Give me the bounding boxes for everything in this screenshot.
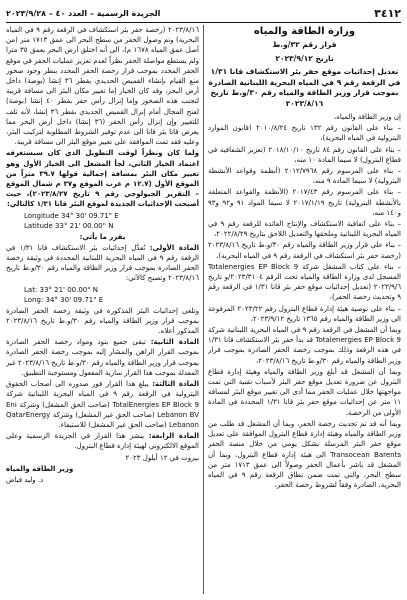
paragraph: – بناء على قرار وزير الطاقة والمياه رقم ٣٠/و.ط تاريخ ٢٠٢٣/٨/١٦ (رخصة حفر بئر استكشاف في الرقعة رقم ٩ في المياه البحرية)،	[208, 241, 401, 260]
paragraph: ولما كان ونظراً لوقت التطويل الذي كان سيستغرقه اعتماد الخيار الثاني، لجأ المشغل الى الخيار الأول وهو تغيير مكان البئر بمسافة إجمالية قولها ٣٩.٧ متراً من الموقع الأول (١٢.٧ م غرب الموقع و٣٧ م شمال الموقع – التقرير الجيولوجي رقم ٩ تاريخ ٢٠٢٣/٨/٢٧)، حيث أصبحت الإحداثيات الجديدة لموقع البئر قانا ١/٣١ كالتالي:	[6, 149, 199, 209]
decision-date: تاريخ ٢٠٢٣/٩/١٢	[275, 53, 334, 63]
coordinate-latitude: Latitude 33° 21' 00.00" N	[24, 222, 114, 231]
article-body: ينشر هذا القرار في الجريدة الرسمية وعلى الموقع الالكتروني لهيئة إدارة قطاع البترول.	[6, 432, 199, 451]
article-2	[6, 337, 199, 378]
paragraph: – بناء على اتفاقية الاستكشاف والإنتاج العائدة للرقعة رقم ٩ في المياه البحرية اللبنانية وملحقها والتعديل اللاحق بتاريخ ٢٠٢٢/٨/٢٩،	[208, 220, 401, 239]
paragraph: – بناء على المرسوم رقم ٢٠١٧/٤٣ (الأنظمة والقواعد المتعلقة بالأنشطة البترولية) تاريخ ٢٠١٧/١/١٩ لا سيما المواد ٩١ و٩٢ و٩٣ و١٤٠ منه،	[208, 188, 401, 217]
header-rule	[6, 22, 401, 23]
column-divider	[203, 25, 204, 594]
journal-issue-line: الجريدة الرسمية – العدد ٤٠ – ٢٠٢٣/٩/٢٨	[6, 8, 161, 18]
article-body: تبقى جميع بنود ومواد رخصة الحفر الصادرة بموجب القرار الراهن والمشار إليه بموجب رخصة الحفر الصادرة بموجب قرار وزير الطاقة والمياه رقم ٣٠/و.ط تاريخ ٢٠٢٣/٨/١٦ غير المعدلة بموجب هذا القرار سارية المفعول ومستوجبة التطبيق.	[6, 338, 199, 377]
paragraph: وبما أن المشغل في الرقعة رقم ٩ في المياه البحرية اللبنانية شركة Totalenergies EP Block 9 قد بدأ حفر بئر الاستكشاف قانا ١/٣١ في هذه الرقعة وذلك بموجب رخصة الحفر الصادرة بموجب قرار وزير الطاقة والمياه رقم ٣٠/و.ط تاريخ ٢٠٢٣/٨/١٦،	[208, 326, 401, 365]
paragraph: وبما أنه قد تم تحديث رخصة الحفر، وبما أن المشغل قد طلب من وزير الطاقة والمياه وهيئة إدارة قطاع البترول الموافقة على تعديل موقع حفر البئر المرسلة بشكل يومي من خلال منصة الحفر Transocean Barents الى هيئة إدارة قطاع البترول، وبما أن المشغل قد باشر بأعمال الحفر وصولاً الى عمق ١٧١٣ متر من سطح البحر، والتي تمت ضمن نطاق الرقعة رقم ٩ في المياه البحرية، الصادرة وفقاً لشروط رخصة الحفر،	[208, 419, 401, 490]
paragraph: – بناء على توصية هيئة إدارة قطاع البترول رقم ٢٠٢٣/٢٢ المرفوعة الى وزير الطاقة والمياه رقم ١٣٦٥ تاريخ ٢٠٢٣/٩/١٢،	[208, 304, 401, 323]
article-heading: المادة الأولى:	[149, 243, 199, 252]
left-column	[6, 25, 199, 596]
decides-heading: يقرر ما يأتي:	[79, 232, 126, 241]
paragraph: ٢٠٢٣/٨/١٦ (رخصة حفر بئر استكشاف في الرقعة رقم ٩ في المياه البحرية) وتم وصول الحفر من سطح البحر الى عمق ١٧١٣ متر (من أصل عمق المياه ١٦٧٨ م)، الى أنه اختلق أرض البحر بعمق ٣٥ مترا ولم يستطع مواصلة الحفر نظراً لعدم تعزيز عمليات الحفر في موقع الحفر المحدد بموجب قرار رخصة الحفر المحدد بنظر وجود صخور منع القيام بإنشاء القميص الحديدي بقطر ٣٦ إنشا (بوصة) داخل أرض البحر، وقد كان الخيار إما تغيير مكان البئر الى مسافة قريبة لتجنب هذه الصخور وإما إنزال رأس حفر بقطر ٤٠ إنشا (بوصة) لفتح المجال أمام إنزال القميص الحديدي بقطر ٣٦ إنشا، لأنه تلف للتغيير وإن إنزال رأس الحفر (٣٦ إنشا) داخل أرض البحر مما يعرض قانا بئر قانا الى عدم توفير الشروط المطلوبة لتركيب البئر، وعليه فقد تمت الموافقة على تغيير موقع البئر الى مسافة قريبة.	[6, 26, 199, 147]
ministry-title: وزارة الطاقة والمياه	[253, 26, 356, 37]
signer-title: وزير الطاقة والمياه	[6, 464, 74, 473]
coordinate-longitude: Longitude 34° 30' 09.71" E	[24, 211, 119, 220]
paragraph: – بناء على القانون رقم ٨٤ تاريخ ٢٠١٨/١٠/١٠ (تعزيز الشفافية في قطاع البترول) لا سيما المادة ١٠ منه،	[208, 145, 401, 164]
right-column	[208, 25, 401, 596]
page-number: ٣٤١٢	[374, 6, 401, 20]
coordinate-lat: Lat: 33° 21' 00.00" N	[24, 285, 98, 294]
article-3	[6, 379, 199, 430]
decision-number: قرار رقم ٣٢/و.ط	[272, 40, 337, 49]
decision-subject: تعديل إحداثيات موقع حفر بئر الاستكشاف قانا ١/٣١ في الرقعة رقم ٩ في المياه البحرية اللبنانية الصادرة بموجب قرار وزير الطاقة والمياه رقم ٣٠/و.ط تاريخ ٢٠٢٣/٨/١٦	[208, 67, 401, 108]
coordinate-long: Long: 34° 30' 09.71" E	[24, 296, 104, 305]
article-heading: المادة الرابعة:	[148, 432, 199, 441]
article-1	[6, 243, 199, 284]
paragraph: – بناء على كتاب المشغل شركة Totalenergies EP Block 9 المسجل لدى وزارة الطاقة والمياه تحت الرقم ٢٠٢٣/٣١٠٤/و تاريخ ٢٠٢٣/٩/٦ (تعديل إحداثيات موقع حفر بئر قانا ١/٣١ في الرقعة رقم ٩ وتحديث رخصة الحفر)،	[208, 262, 401, 302]
article-heading: المادة الثالثة:	[152, 380, 199, 389]
paragraph: إن وزير الطاقة والمياه،	[333, 113, 401, 121]
article-body: يبلغ هذا القرار فور صدوره الى أصحاب الحقوق البترولية في الرقعة رقم ٩ في المياه البحرية اللبنانية شركة TotalEnergies EP Block 9 (صاحب الحق المشغل) وشركة Eni Lebanon BV (صاحب الحق غير المشغل) وشركة QatarEnergy Lebanon (صاحب الحق غير المشغل) للاستيفاء.	[6, 380, 199, 429]
paragraph: – بناء على المرسوم رقم ٢٠١٢/٧٩٦٨ (أنظمة وقواعد الأنشطة البترولية) لا سيما المادة ٩ منه،	[208, 167, 401, 186]
article-1-tail: وتلغى إحداثيات البئر المذكورة في وثيقة رخصة الحفر الصادرة بموجب قرار وزير الطاقة والمياه رقم ٣٠/و.ط تاريخ ٢٠٢٣/٨/١٦ المذكور أعلاه.	[6, 306, 199, 336]
signer-name: د. وليد فياض	[6, 475, 44, 484]
place-date: بيروت في ١٢ أيلول ٢٠٢٣	[125, 453, 199, 462]
paragraph: وبما أن المشغل قد أبلغ وزير الطاقة والمياه وهيئة إدارة قطاع البترول عن ضرورة تعديل موقع حفر البئر لأسباب تقنية التي تمت مواجهتها خلال عمليات الحفر مما أدى الى تغيير موقع البئر لمسافة ١١ متر عن إحداثيات موقع حفر بئر قانا ١/٣١ المحددة في المادة الأولى من الرخصة،	[208, 367, 401, 417]
article-body: تُعدَّل إحداثيات بئر الاستكشاف قانا ١/٣١ في الرقعة رقم ٩ في المياه البحرية اللبنانية المحددة في وثيقة رخصة الحفر الصادرة بموجب قرار وزير الطاقة والمياه رقم ٣٠/و.ط تاريخ ٢٠٢٣/٨/١٦ وتصبح كالآتي:	[6, 243, 199, 283]
page-header	[6, 4, 401, 22]
paragraph: – بناء على القانون رقم ١٣٢ تاريخ ٢٠١٠/٨/٢٤ (قانون الموارد البترولية في المياه البحرية)،	[208, 124, 401, 143]
article-4	[6, 431, 199, 451]
article-heading: المادة الثانية:	[150, 338, 199, 347]
